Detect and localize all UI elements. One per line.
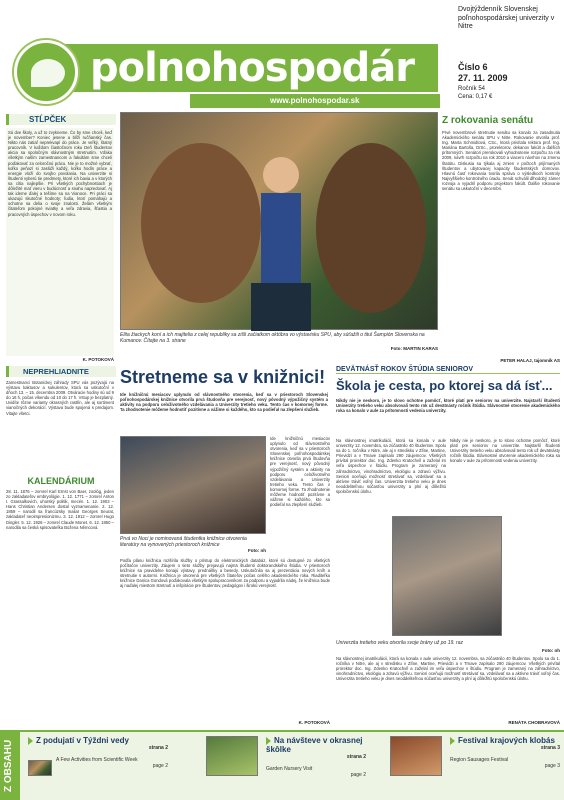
teaser-3-subpage: page 3	[544, 763, 560, 769]
teaser-3-sub: Region Sausages Festival	[450, 757, 509, 763]
arrow-icon	[450, 737, 455, 745]
lead-photo	[120, 112, 438, 330]
teaser-2-subpage: page 2	[350, 772, 366, 778]
volume: Ročník 54	[458, 86, 486, 92]
senior-photo	[392, 516, 502, 636]
teaser-1-subpage: page 2	[152, 763, 168, 769]
kniznica-photo-credit: Foto: nh	[248, 548, 266, 553]
newspaper-title: polnohospodár	[90, 45, 415, 91]
teaser-2-title: Na návšteve v okrasnej škôlke	[266, 736, 363, 754]
teaser-1-sub: A Few Activities from Scientific Week	[56, 757, 138, 763]
issue-number: Číslo 6	[458, 62, 488, 72]
stlpcek-author: K. POTOKOVÁ	[82, 357, 114, 362]
stlpcek-heading: STĹPČEK	[6, 114, 116, 125]
teaser-2-page: strana 2	[346, 754, 366, 760]
senior-lead: Nikdy nie je neskoro, je to slovo ochotne pomôcť, ktoré platí pre seniorov na univerzite. Najstarší študenti Univerzity tretieho veku absolvovali tento rok už devätnásty ročník štúdia. Slávnostné otvorenie akademického roka sa konalo v aule za prítomnosti vedenia univerzity.	[336, 398, 560, 414]
senior-headline: Škola je cesta, po ktorej sa dá ísť...	[336, 378, 553, 393]
arrow-icon	[266, 737, 271, 745]
senior-body-end: Na slávnostnej imatrikulácii, ktorá sa konala v aule univerzity 12. novembra, sa zúčastnilo 40 študentov. Spolu sa do 1. ročníka v Nitre, ale aj v stredisku v Zlíne, Martine, Prievidzi a v Trnave zapísalo 290 záujemcov. Všetkých privítal prorektor doc. Ing. Zdenko Kratochvíl a zaželal im veľa úspechov v štúdiu. Program je zameraný na záhradníctvo, vinohradníctvo, ekológiu a zdravú výživu. Seniori oceňujú možnosť stretávať sa, vzdelávať sa a aktívne tráviť voľný čas. Univerzita tretieho veku je dnes neoddeliteľnou súčasťou univerzity a plní aj dôležitú spoločenskú úlohu.	[336, 656, 560, 682]
senior-body: Na slávnostnej imatrikulácii, ktorá sa konala v aule univerzity 12. novembra, sa zúčastnilo 40 študentov. Spolu sa do 1. ročníka v Nitre, ale aj v stredisku v Zlíne, Martine, Prievidzi a v Trnave zapísalo 290 záujemcov. Všetkých privítal prorektor doc. Ing. Zdenko Kratochvíl a zaželal im veľa úspechov v štúdiu. Program je zameraný na záhradníctvo, vinohradníctvo, ekológiu a zdravú výživu. Seniori oceňujú možnosť stretávať sa, vzdelávať sa a aktívne tráviť voľný čas. Univerzita tretieho veku je dnes neoddeliteľnou súčasťou univerzity a plní aj dôležitú spoločenskú úlohu.	[336, 438, 446, 494]
teaser-1[interactable]	[28, 736, 168, 769]
website-link[interactable]: www.polnohospodar.sk	[270, 96, 360, 105]
stlpcek-body: Sú dve školy, a už to zvykneme. Čo by sme chceli, keď je november? Koniec jesene a blíži ručňanský čas. Nikto nás zatiaľ neprekvapí do práce. Je veľký, štatný pracovník. V každom čiastočnom roku Deň študentov akcia sa spoločným slávnostným stretnutím. Vďaka všetkým naším zamestnancom a fakultám sme chceli poďakovať za celoročnú prácu. Nie je to možné vybrať, koľko peňazí si zaslúži každý, koľko hodín práce a energie vloží do svojho povolania. Na univerzite si študenti vyberú tie predmety, ktoré ich bavia a v ktorých sa cítia najlepšie. Pri všetkých pochybnostiach je dôležité mať vieru v budúcnosť a snahu napredovať. Aj tak ideme ďalej a tešíme sa na Vianoce. Pri práci sa ukazujú skutočné hodnoty; ľudia, ktorí pomáhajú a ochotne sa delia o svoje znalosti. Želám všetkým čitateľom pokojné sviatky a veľa zdravia, šťastia a pracovných úspechov v novom roku.	[6, 128, 114, 356]
kniznica-photo	[120, 436, 266, 534]
teaser-2-sub: Garden Nursery Visit	[266, 766, 313, 772]
neprehliadnite-body: Zamestnanci Botanickej záhrady SPU vás pozývajú na výstavu kaktusov a sukulentov, ktorá sa uskutoční v dňoch 13. – 15. decembra 2009. Otváracie hodiny sú od 9 do 16 h, počas víkendu od 10 do 17 h. Vstup je bezplatný. Uvidíte rôzne varianty okrasných rastlín, ale aj sortiment vianočných dekorácií. Výstava bude spojená s predajom. Vitajte všetci.	[6, 380, 114, 416]
teaser-3-page: strana 3	[540, 745, 560, 751]
teaser-1-title: Z podujatí v Týždni vedy	[28, 736, 168, 745]
kniznica-body: Podľa plánu knižnica rozšírila služby o prístup do elektronických databáz, ktoré sú dostupné zo všetkých počítačov univerzity. Záujem o tieto služby prejavujú najmä študenti doktorandského štúdia. V priestoroch knižnice sa pravidelne konajú výstavy, prednášky a besedy. Uskutočnila sa aj prezentácia nových kníh a stretnutie s autormi. Knižnica je otvorená pre všetkých čitateľov počas celého akademického roka. Riaditeľka knižnice Danica Gondová poďakovala všetkým spolupracovníkom za podporu a vyjadrila nádej, že knižnica bude aj naďalej miestom stretnutí a inšpirácie pre študentov, pedagógov i širokú verejnosť.	[120, 558, 330, 589]
kalendarium-heading: KALENDÁRIUM	[27, 476, 95, 486]
lead-caption: Elita žiackych koní a ich majitelia z celej republiky sa zišli začiatkom októbra vo výstavisku SPU, aby súťažili o titul Šampión Slovenska na Kumanov. Čítajte na 3. strane	[120, 332, 425, 344]
teaser-3-thumb	[390, 736, 442, 776]
teaser-1-page: strana 2	[148, 745, 168, 751]
horses-image	[121, 113, 439, 331]
kniznica-headline: Stretneme sa v knižnici!	[120, 367, 326, 387]
senat-body: Prvé novembrové stretnutie senátu sa konalo za zasadnutia Akademického senátu SPU v Nitre. Rokovanie otvorila prof. Ing. Marta Schmidtová, CSc., ktorá privítala rektora prof. Ing. Mariána Bartoša, DrSc., prorektorov, dekanov fakúlt a ďalších prítomných. Senátori prerokovali vyhodnotenie rozpočtu za rok 2009, návrh rozpočtu na rok 2010 a viacero návrhov na zmenu štatútu. Diskusia sa týkala aj zmien v počtoch prijímaných študentov a ubytovacej kapacity študentských domovov. Hlavnú časť rokovania tvorila správa o výsledkoch kontroly Najvyššieho kontrolného úradu. Senát schválil dlhodobý zámer rozvoja a vyjadril podporu projektom fakúlt. Ďalšie rokovanie senátu sa uskutoční v decembri.	[442, 130, 560, 192]
senior-body-col2: Nikdy nie je neskoro, je to slovo ochotne pomôcť, ktoré platí pre seniorov na univerzite. Najstarší študenti Univerzity tretieho veku absolvovali tento rok už devätnásty ročník štúdia. Slávnostné otvorenie akademického roka sa konalo v aule za prítomnosti vedenia univerzity.	[450, 438, 560, 464]
kalendarium-body: 28. 11. 1876 – zomrel Karl Ernst von Baer, zoológ, jeden zo zakladateľov embryológie. 1. 12. 1771 – zomrel Anton I. Grassalkovich, uhorský politik, mecén. 1. 12. 1903 – Hans Christian Andersen dostal vyznamenanie. 2. 12. 1859 – narodil sa francúzsky maliar Georges Seurat, zakladateľ neoimpresionizmu. 3. 12. 1912 – zomrel Hugo Dingler. 5. 12. 1926 – zomrel Claude Monet. 6. 12. 1850 – narodila sa česká spisovateľka Božena Němcová.	[6, 489, 114, 530]
inside-label-bar	[0, 730, 20, 800]
neprehliadnite-heading: NEPREHLIADNITE	[6, 366, 116, 377]
publisher-info	[458, 6, 562, 32]
senior-author: RENÁTA CHOBRAVOVÁ	[508, 720, 560, 725]
teaser-1-thumb	[28, 760, 52, 776]
senior-photo-caption: Univerzita tretieho veku otvorila svoje brány už po 19. raz	[336, 640, 464, 646]
price: Cena: 0,17 €	[458, 93, 493, 100]
lead-credit: Foto: MARTIN KARAS	[390, 346, 438, 351]
senat-heading: Z rokovania senátu	[442, 115, 534, 126]
kniznica-lead: Ide knižničnú mesiacov uplynulo od slávnostného otvorenia, keď sa v priestoroch Slovenskej poľnohospodárskej knižnice otvorila prvá študovňa pre verejnosť, nový pôvodný výpožičný systém a aktivity na podporu celoživotného vzdelávania a Univerzity tretieho veku. Tento čas v komornej forme. Ta zhodnotenie môžeme hodnotiť pozitívne a vážime si každého, kto sa podieľal na zlepšení služieb.	[120, 392, 328, 413]
publisher-line: Dvojtýždenník Slovenskej poľnohospodárskej univerzity v Nitre	[458, 6, 555, 31]
senior-photo-credit: Foto: nh	[542, 648, 560, 653]
senat-author: PETER HALAJ, tajomník AS	[500, 358, 560, 363]
issue-info	[458, 62, 508, 84]
kniznica-photo-caption: Prvá vo Noci je nominovaná študentka knižnice otvorenia literatúry na vynovených priestoroch knižnice	[120, 536, 247, 548]
kniznica-side-text: Ide knižničnú mesiacov uplynulo od slávnostného otvorenia, keď sa v priestoroch Slovenskej poľnohospodárskej knižnice otvorila prvá študovňa pre verejnosť, nový pôvodný výpožičný systém a aktivity na podporu celoživotného vzdelávania a Univerzity tretieho veku. Tento čas v komornej forme. Ta zhodnotenie môžeme hodnotiť pozitívne a vážime si každého, kto sa podieľal na zlepšení služieb.	[270, 436, 330, 508]
teaser-3[interactable]	[390, 736, 560, 769]
issue-date: 27. 11. 2009	[458, 73, 508, 83]
teaser-3-title: Festival krajových klobás	[450, 736, 560, 745]
inside-label: Z OBSAHU	[3, 739, 14, 792]
arrow-icon	[28, 737, 33, 745]
teaser-2[interactable]	[206, 736, 366, 778]
logo-icon	[14, 40, 78, 104]
volume-price	[458, 86, 492, 101]
kniznica-author: K. POTOKOVÁ	[298, 720, 330, 725]
teaser-2-thumb	[206, 736, 258, 776]
senior-kicker: DEVÄTNÁSŤ ROKOV ŠTÚDIA SENIOROV	[336, 366, 560, 374]
